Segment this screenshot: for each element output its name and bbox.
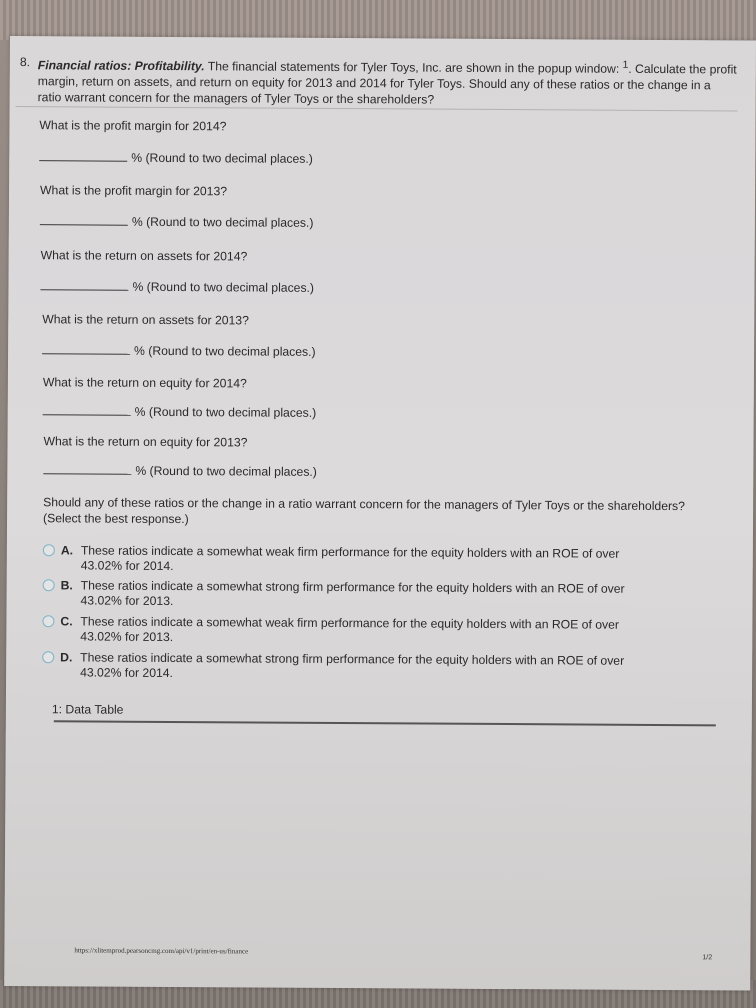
radio-button-c[interactable] xyxy=(42,615,54,627)
page-number: 1/2 xyxy=(702,954,713,962)
answer-row-profit-margin-2013 xyxy=(40,214,314,230)
answer-row-profit-margin-2014 xyxy=(39,150,313,166)
choice-letter: A. xyxy=(60,543,74,558)
data-table-label: 1: Data Table xyxy=(51,702,124,717)
radio-button-a[interactable] xyxy=(43,544,55,556)
choice-a[interactable] xyxy=(43,543,633,577)
choice-d[interactable] xyxy=(42,650,632,684)
radio-button-d[interactable] xyxy=(42,651,54,663)
rounding-hint: % (Round to two decimal places.) xyxy=(132,279,315,295)
concern-question xyxy=(43,494,723,530)
answer-row-roe-2013 xyxy=(43,463,317,479)
question-header xyxy=(19,54,738,109)
carpet-background-top xyxy=(0,0,756,40)
rounding-hint: % (Round to two decimal places.) xyxy=(134,404,317,420)
question-intro-part1: The financial statements for Tyler Toys, Inc. are shown in the popup window: xyxy=(204,59,623,76)
answer-blank[interactable] xyxy=(40,279,128,291)
question-title: Financial ratios: Profitability. xyxy=(37,58,205,74)
choice-b[interactable] xyxy=(43,578,633,612)
answer-row-roe-2014 xyxy=(43,404,317,420)
prompt-roe-2013: What is the return on equity for 2013? xyxy=(43,434,248,450)
rounding-hint: % (Round to two decimal places.) xyxy=(131,214,314,230)
choice-letter: C. xyxy=(60,614,73,629)
concern-question-text: Should any of these ratios or the change in a ratio warrant concern for the managers of Tyler Toys or the shareholders? xyxy=(43,495,685,514)
choice-text: These ratios indicate a somewhat weak firm performance for the equity holders with an ROE of over 43.02% for 2013. xyxy=(80,614,619,645)
prompt-roe-2014: What is the return on equity for 2014? xyxy=(42,375,247,391)
question-intro-part2: . Calculate the profit margin, return on assets, and return on equity for 2013 and 2014 for Tyler Toys. Should any of these ratios or the change in a ratio warrant concern for the managers of Tyler Toys or the shareholders? xyxy=(37,61,737,107)
answer-blank[interactable] xyxy=(43,404,131,416)
answer-blank[interactable] xyxy=(42,343,130,355)
prompt-profit-margin-2014: What is the profit margin for 2014? xyxy=(39,118,227,134)
choice-letter: D. xyxy=(60,650,73,665)
select-instruction: (Select the best response.) xyxy=(43,511,189,527)
answer-row-roa-2014 xyxy=(40,279,314,295)
footnote-link[interactable]: 1 xyxy=(622,59,629,71)
rounding-hint: % (Round to two decimal places.) xyxy=(134,343,316,359)
choice-text: These ratios indicate a somewhat strong firm performance for the equity holders with an ROE of over 43.02% for 2013. xyxy=(80,578,625,609)
question-number: 8. xyxy=(19,55,31,70)
answer-row-roa-2013 xyxy=(42,343,316,359)
printed-page xyxy=(4,36,756,991)
choice-text: These ratios indicate a somewhat strong firm performance for the equity holders with an ROE of over 43.02% for 2014. xyxy=(80,650,625,681)
prompt-roa-2013: What is the return on assets for 2013? xyxy=(42,312,249,328)
prompt-roa-2014: What is the return on assets for 2014? xyxy=(40,248,248,264)
data-table-rule xyxy=(54,720,716,726)
choice-letter: B. xyxy=(60,578,73,593)
radio-button-b[interactable] xyxy=(43,579,55,591)
prompt-profit-margin-2013: What is the profit margin for 2013? xyxy=(40,183,228,199)
answer-blank[interactable] xyxy=(43,463,131,475)
question-text xyxy=(38,54,738,109)
choice-c[interactable] xyxy=(42,614,632,648)
answer-blank[interactable] xyxy=(39,150,127,162)
answer-blank[interactable] xyxy=(40,214,128,226)
choice-text: These ratios indicate a somewhat weak firm performance for the equity holders with an ROE of over 43.02% for 2014. xyxy=(80,543,620,574)
rounding-hint: % (Round to two decimal places.) xyxy=(135,463,317,479)
rounding-hint: % (Round to two decimal places.) xyxy=(131,150,313,166)
footer-url: https://xlitemprod.pearsoncmg.com/api/v1/print/en-us/finance xyxy=(74,946,249,956)
